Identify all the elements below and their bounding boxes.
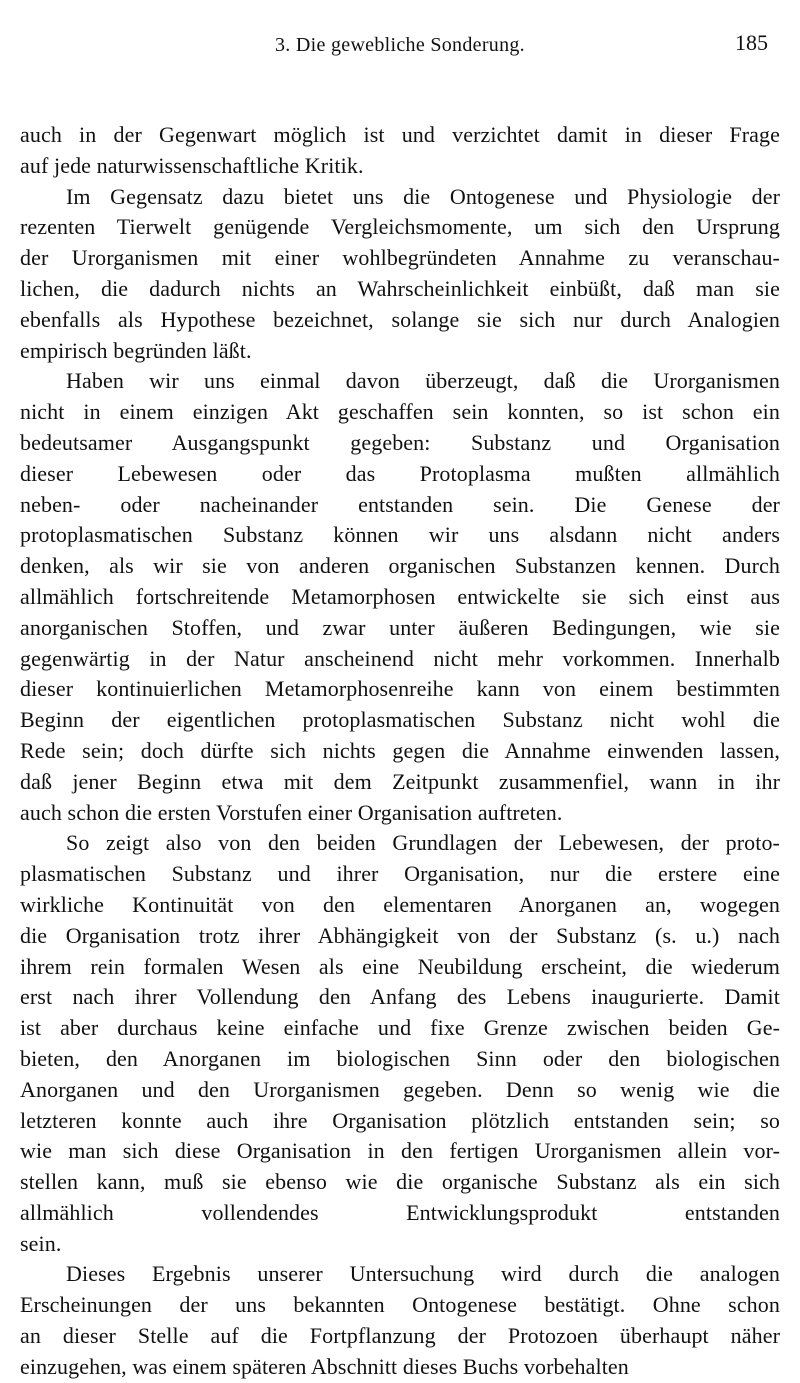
text-line: ebenfalls als Hypothese bezeichnet, solange sie sich nur durch Analogien (20, 306, 780, 332)
paragraph (20, 828, 780, 1259)
text-line: So zeigt also von den beiden Grundlagen der Lebewesen, der proto- (66, 830, 780, 856)
text-line: denken, als wir sie von anderen organischen Substanzen kennen. Durch (20, 553, 780, 579)
text-line: ist aber durchaus keine einfache und fixe Grenze zwischen beiden Ge- (20, 1015, 780, 1041)
text-line: protoplasmatischen Substanz können wir uns alsdann nicht anders (20, 522, 780, 548)
body-text (20, 120, 780, 1383)
paragraph (20, 120, 780, 182)
text-line: gegenwärtig in der Natur anscheinend nicht mehr vorkommen. Innerhalb (20, 645, 780, 671)
running-header (20, 30, 780, 70)
text-line: Beginn der eigentlichen protoplasmatischen Substanz nicht wohl die (20, 707, 780, 733)
text-line: an dieser Stelle auf die Fortpflanzung der Protozoen überhaupt näher (20, 1323, 780, 1349)
paragraph (20, 366, 780, 828)
text-line: sein. (20, 1230, 62, 1256)
text-line: auch schon die ersten Vorstufen einer Organisation auftreten. (20, 799, 563, 825)
text-line: Erscheinungen der uns bekannten Ontogenese bestätigt. Ohne schon (20, 1292, 780, 1318)
text-line: anorganischen Stoffen, und zwar unter äußeren Bedingungen, wie sie (20, 614, 780, 640)
page-number: 185 (735, 30, 768, 55)
text-line: nicht in einem einzigen Akt geschaffen sein konnten, so ist schon ein (20, 399, 780, 425)
text-line: Rede sein; doch dürfte sich nichts gegen die Annahme einwenden lassen, (20, 737, 780, 763)
text-line: ihrem rein formalen Wesen als eine Neubildung erscheint, die wiederum (20, 953, 780, 979)
running-header-title: 3. Die gewebliche Sonderung. (274, 34, 525, 56)
text-line: wirkliche Kontinuität von den elementaren Anorganen an, wogegen (20, 891, 780, 917)
paragraph (20, 1259, 780, 1382)
text-line: allmählich vollendendes Entwicklungsprodukt entstanden (20, 1199, 780, 1225)
text-line: daß jener Beginn etwa mit dem Zeitpunkt zusammenfiel, wann in ihr (20, 768, 780, 794)
paragraph (20, 182, 780, 367)
text-line: einzugehen, was einem späteren Abschnitt dieses Buchs vorbehalten (20, 1353, 629, 1379)
text-line: Haben wir uns einmal davon überzeugt, daß die Urorganismen (66, 368, 780, 394)
text-line: stellen kann, muß sie ebenso wie die organische Substanz als ein sich (20, 1169, 780, 1195)
text-line: neben- oder nacheinander entstanden sein. Die Genese der (20, 491, 780, 517)
text-line: auf jede naturwissenschaftliche Kritik. (20, 152, 364, 178)
text-line: rezenten Tierwelt genügende Vergleichsmomente, um sich den Ursprung (20, 214, 780, 240)
text-line: wie man sich diese Organisation in den fertigen Urorganismen allein vor- (20, 1138, 780, 1164)
text-line: dieser kontinuierlichen Metamorphosenreihe kann von einem bestimmten (20, 676, 780, 702)
text-line: der Urorganismen mit einer wohlbegründeten Annahme zu veranschau- (20, 245, 780, 271)
text-line: Anorganen und den Urorganismen gegeben. Denn so wenig wie die (20, 1076, 780, 1102)
text-line: empirisch begründen läßt. (20, 337, 252, 363)
text-line: dieser Lebewesen oder das Protoplasma mußten allmählich (20, 460, 780, 486)
text-line: die Organisation trotz ihrer Abhängigkeit von der Substanz (s. u.) nach (20, 922, 780, 948)
text-line: plasmatischen Substanz und ihrer Organisation, nur die erstere eine (20, 861, 780, 887)
text-line: Dieses Ergebnis unserer Untersuchung wird durch die analogen (66, 1261, 780, 1287)
text-line: erst nach ihrer Vollendung den Anfang des Lebens inaugurierte. Damit (20, 984, 780, 1010)
text-line: lichen, die dadurch nichts an Wahrscheinlichkeit einbüßt, daß man sie (20, 275, 780, 301)
text-line: bieten, den Anorganen im biologischen Sinn oder den biologischen (20, 1045, 780, 1071)
text-line: Im Gegensatz dazu bietet uns die Ontogenese und Physiologie der (66, 183, 780, 209)
text-line: letzteren konnte auch ihre Organisation plötzlich entstanden sein; so (20, 1107, 780, 1133)
text-line: auch in der Gegenwart möglich ist und verzichtet damit in dieser Frage (20, 122, 780, 147)
text-line: bedeutsamer Ausgangspunkt gegeben: Substanz und Organisation (20, 429, 780, 455)
text-line: allmählich fortschreitende Metamorphosen entwickelte sie sich einst aus (20, 583, 780, 609)
